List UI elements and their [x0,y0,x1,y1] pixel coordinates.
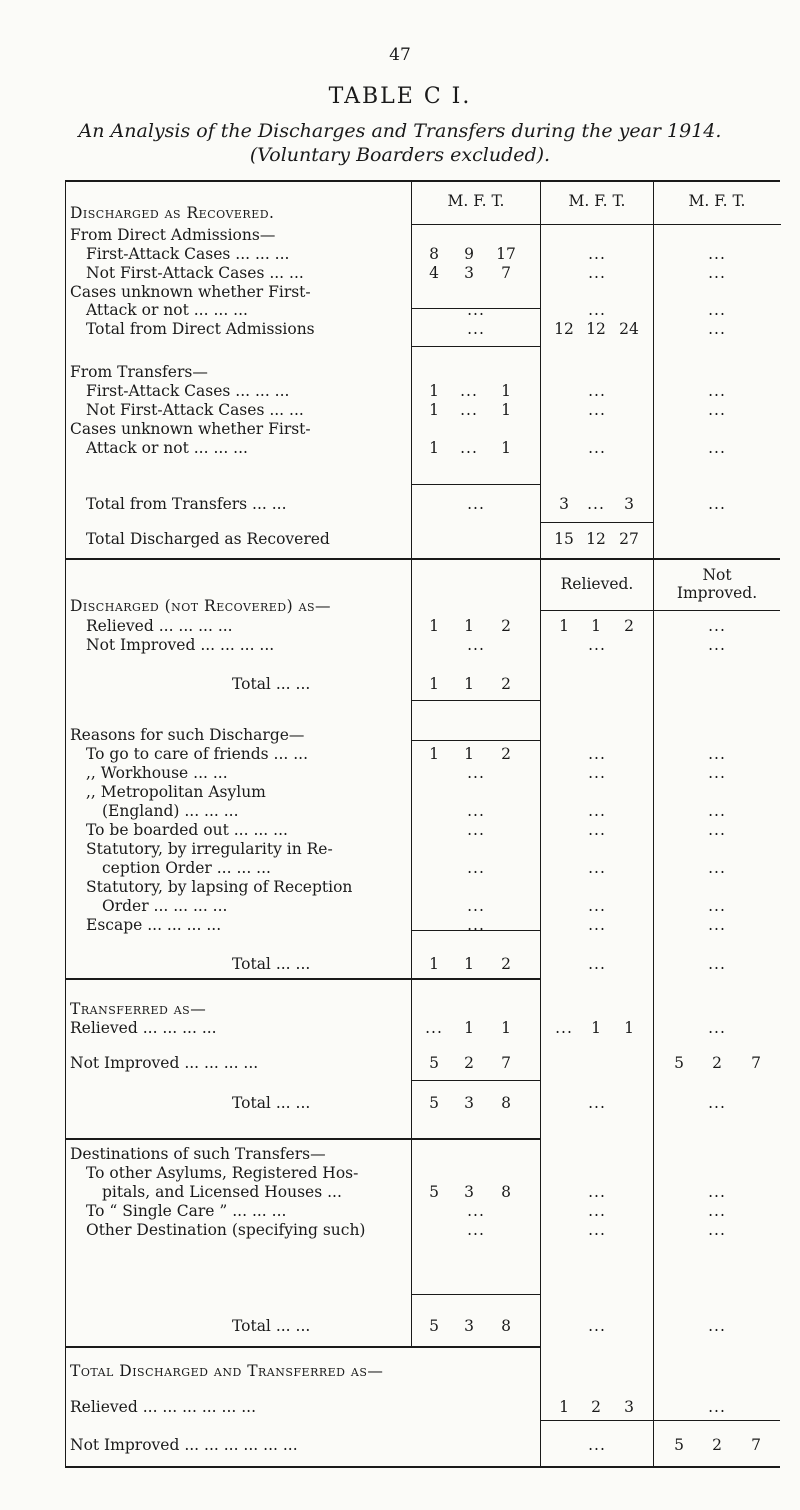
col-header-2: M. F. T. [568,192,626,210]
ellipsis: ... [467,1221,485,1239]
s3-dest: Destinations of such Transfers— [70,1145,326,1163]
cell: 1 [559,617,569,635]
cell: 5 [674,1054,684,1072]
ellipsis: ... [588,1202,606,1220]
s2-stat-lap-2: Order ... ... ... ... [102,897,228,915]
cell: 4 [429,264,439,282]
s1-total-direct: Total from Direct Admissions [86,320,315,338]
rule-e [540,610,780,611]
s1-first-attack: First-Attack Cases ... ... ... [86,245,290,263]
ellipsis: ... [708,745,726,763]
cell: 1 [464,1019,474,1037]
cell: 3 [464,1094,474,1112]
cell: 3 [464,1183,474,1201]
s1-t-unknown-2: Attack or not ... ... ... [86,439,248,457]
ellipsis: ... [588,1183,606,1201]
cell: 8 [501,1183,511,1201]
ellipsis: ... [708,1317,726,1335]
ellipsis: ... [708,916,726,934]
col-relieved: Relieved. [560,575,634,593]
subtitle-line1: An Analysis of the Discharges and Transfers during the year 1914. [78,120,722,142]
cell: 2 [501,955,511,973]
ellipsis: ... [588,245,606,263]
cell: 5 [429,1054,439,1072]
s3-heading: Transferred as— [70,1000,207,1018]
cell: ... [460,439,478,457]
cell: ... [587,495,605,513]
ellipsis: ... [708,859,726,877]
s1-unknown-1: Cases unknown whether First- [70,283,311,301]
s1-t-not-first: Not First-Attack Cases ... ... [86,401,304,419]
col-not-improved-2: Improved. [676,584,758,602]
s3-single: To “ Single Care ” ... ... ... [86,1202,287,1220]
ellipsis: ... [708,320,726,338]
cell: 3 [559,495,569,513]
ellipsis: ... [588,1221,606,1239]
s3-relieved: Relieved ... ... ... ... [70,1019,217,1037]
cell: 8 [501,1317,511,1335]
cell: 2 [591,1398,601,1416]
cell: 2 [624,617,634,635]
cell: ... [460,401,478,419]
cell: 1 [501,1019,511,1037]
cell: ... [555,1019,573,1037]
cell: 1 [429,439,439,457]
ellipsis: ... [708,495,726,513]
ellipsis: ... [708,617,726,635]
s1-from-direct: From Direct Admissions— [70,226,276,244]
s4-heading: Total Discharged and Transferred as— [70,1362,384,1380]
ellipsis: ... [588,764,606,782]
s2-reasons: Reasons for such Discharge— [70,726,305,744]
ellipsis: ... [708,1094,726,1112]
cell: 7 [501,264,511,282]
s4-relieved: Relieved ... ... ... ... ... ... [70,1398,257,1416]
cell: 17 [496,245,516,263]
cell: 1 [429,617,439,635]
cell: 1 [501,382,511,400]
section-rule-1 [65,558,780,560]
rule-j [411,1080,540,1081]
cell: 1 [591,617,601,635]
ellipsis: ... [588,264,606,282]
ellipsis: ... [708,1398,726,1416]
cell: ... [460,382,478,400]
s4-not-improved: Not Improved ... ... ... ... ... ... [70,1436,298,1454]
ellipsis: ... [588,859,606,877]
cell: 2 [501,675,511,693]
ellipsis: ... [708,1221,726,1239]
s2-friends: To go to care of friends ... ... [86,745,309,763]
cell: 2 [501,617,511,635]
ellipsis: ... [588,401,606,419]
page-number: 47 [389,45,411,65]
ellipsis: ... [588,745,606,763]
cell: 3 [464,1317,474,1335]
s2-total2: Total ... ... [232,955,311,973]
cell: 1 [464,675,474,693]
hdr-rule [411,224,781,225]
col-not-improved-1: Not [702,566,732,584]
ellipsis: ... [708,1183,726,1201]
cell: 7 [751,1436,761,1454]
cell: 1 [429,745,439,763]
s2-boarded: To be boarded out ... ... ... [86,821,288,839]
ellipsis: ... [588,955,606,973]
s2-workhouse: ,, Workhouse ... ... [86,764,228,782]
s1-total-transfers: Total from Transfers ... ... [86,495,287,513]
s2-metro-2: (England) ... ... ... [102,802,239,820]
ellipsis: ... [708,802,726,820]
col-header-1: M. F. T. [447,192,505,210]
subtitle-line2: (Voluntary Boarders excluded). [249,144,551,166]
cell: 1 [429,675,439,693]
cell: 1 [429,955,439,973]
cell: 5 [429,1183,439,1201]
s1-t-first-attack: First-Attack Cases ... ... ... [86,382,290,400]
ellipsis: ... [708,401,726,419]
s1-from-transfers: From Transfers— [70,363,208,381]
cell: 27 [619,530,639,548]
rule-b [411,346,540,347]
s2-total: Total ... ... [232,675,311,693]
ellipsis: ... [467,636,485,654]
cell: 1 [429,382,439,400]
cell: 24 [619,320,639,338]
cell: 2 [712,1054,722,1072]
col-header-3: M. F. T. [688,192,746,210]
s2-escape: Escape ... ... ... ... [86,916,222,934]
cell: 7 [501,1054,511,1072]
ellipsis: ... [588,382,606,400]
section-rule-2 [65,978,540,980]
ellipsis: ... [467,301,485,319]
cell: 8 [429,245,439,263]
s2-relieved: Relieved ... ... ... ... [86,617,233,635]
s2-not-improved: Not Improved ... ... ... ... [86,636,275,654]
rule-k [411,1294,540,1295]
cell: 8 [501,1094,511,1112]
s3-not-improved: Not Improved ... ... ... ... [70,1054,259,1072]
ellipsis: ... [708,245,726,263]
bottom-rule [65,1466,780,1468]
ellipsis: ... [708,264,726,282]
cell: 3 [624,1398,634,1416]
cell: 1 [464,745,474,763]
cell: 5 [674,1436,684,1454]
ellipsis: ... [467,802,485,820]
cell: 5 [429,1094,439,1112]
ellipsis: ... [588,1436,606,1454]
top-rule [65,180,780,182]
ellipsis: ... [708,764,726,782]
cell: 1 [501,439,511,457]
cell: 2 [501,745,511,763]
cell: ... [425,1019,443,1037]
ellipsis: ... [708,821,726,839]
ellipsis: ... [708,301,726,319]
ellipsis: ... [708,1019,726,1037]
ellipsis: ... [467,897,485,915]
cell: 3 [464,264,474,282]
s3-other-dest: Other Destination (specifying such) [86,1221,366,1239]
s1-unknown-2: Attack or not ... ... ... [86,301,248,319]
cell: 1 [559,1398,569,1416]
cell: 12 [586,530,606,548]
cell: 1 [429,401,439,419]
cell: 1 [624,1019,634,1037]
s2-stat-irr-1: Statutory, by irregularity in Re- [86,840,333,858]
ellipsis: ... [467,1202,485,1220]
ellipsis: ... [467,916,485,934]
s2-heading: Discharged (not Recovered) as— [70,597,332,615]
ellipsis: ... [588,439,606,457]
ellipsis: ... [588,636,606,654]
rule-h [411,740,540,741]
ellipsis: ... [467,764,485,782]
s2-stat-lap-1: Statutory, by lapsing of Reception [86,878,353,896]
ellipsis: ... [588,897,606,915]
rule-l [540,1420,780,1421]
ellipsis: ... [588,802,606,820]
ellipsis: ... [588,1094,606,1112]
table-title: TABLE C I. [328,84,472,109]
s1-heading: Discharged as Recovered. [70,204,275,222]
ellipsis: ... [588,821,606,839]
ellipsis: ... [467,320,485,338]
s3-other-2: pitals, and Licensed Houses ... [102,1183,342,1201]
cell: 12 [586,320,606,338]
s3-total2: Total ... ... [232,1317,311,1335]
cell: 15 [554,530,574,548]
s3-other-1: To other Asylums, Registered Hos- [86,1164,359,1182]
cell: 12 [554,320,574,338]
cell: 3 [624,495,634,513]
ellipsis: ... [467,859,485,877]
cell: 1 [501,401,511,419]
cell: 1 [464,955,474,973]
s3-total: Total ... ... [232,1094,311,1112]
ellipsis: ... [708,955,726,973]
ellipsis: ... [588,916,606,934]
rule-g [411,700,540,701]
cell: 9 [464,245,474,263]
cell: 2 [464,1054,474,1072]
ellipsis: ... [708,897,726,915]
ellipsis: ... [708,636,726,654]
ellipsis: ... [708,439,726,457]
cell: 5 [429,1317,439,1335]
ellipsis: ... [588,1317,606,1335]
rule-c [411,484,540,485]
s1-t-unknown-1: Cases unknown whether First- [70,420,311,438]
section-rule-4 [65,1346,540,1348]
ellipsis: ... [708,1202,726,1220]
s2-stat-irr-2: ception Order ... ... ... [102,859,271,877]
left-border [65,180,66,1468]
s1-not-first: Not First-Attack Cases ... ... [86,264,304,282]
cell: 1 [464,617,474,635]
ellipsis: ... [588,301,606,319]
cell: 7 [751,1054,761,1072]
cell: 1 [591,1019,601,1037]
section-rule-3 [65,1138,540,1140]
ellipsis: ... [467,495,485,513]
cell: 2 [712,1436,722,1454]
rule-d [540,522,653,523]
ellipsis: ... [708,382,726,400]
s1-total-recovered: Total Discharged as Recovered [86,530,330,548]
s2-metro-1: ,, Metropolitan Asylum [86,783,266,801]
ellipsis: ... [467,821,485,839]
